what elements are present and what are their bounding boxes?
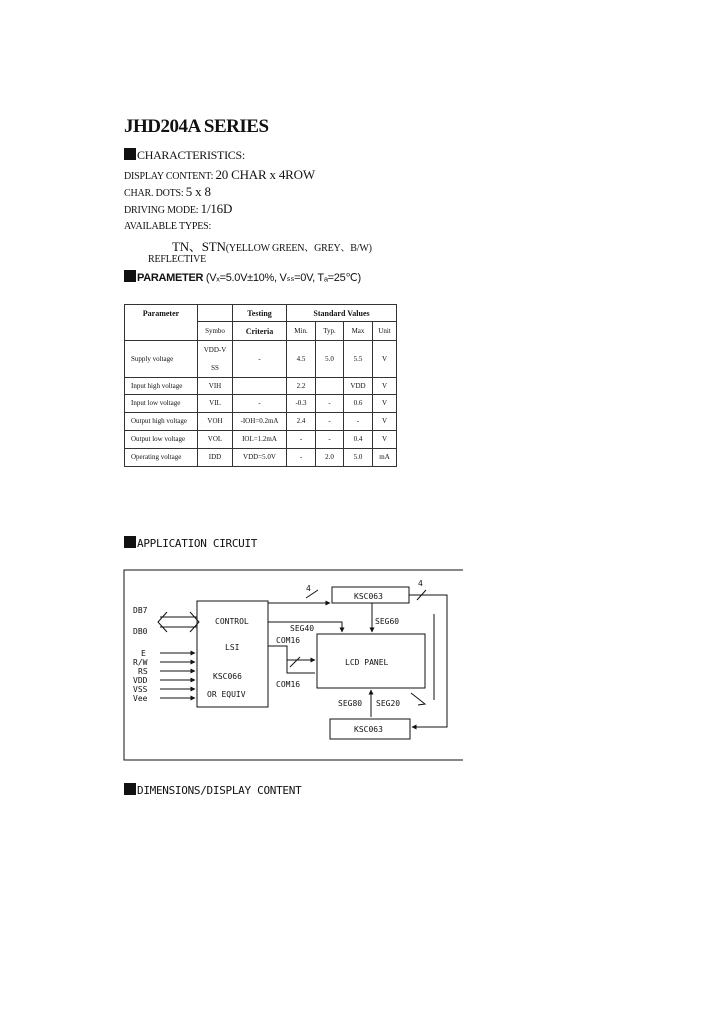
ksc063-top-to-right xyxy=(409,595,447,727)
label-lcd-panel: LCD PANEL xyxy=(345,658,389,667)
row-typ: - xyxy=(316,413,344,431)
row-criteria: - xyxy=(233,395,287,413)
available-types-colors: (YELLOW GREEN、GREY、B/W) xyxy=(225,243,372,254)
diagram-frame xyxy=(124,570,463,760)
label-bus-4b: 4 xyxy=(418,579,423,588)
available-types-label: AVAILABLE TYPES: xyxy=(124,221,212,232)
row-symbol: IDD xyxy=(198,449,233,467)
label-control: CONTROL xyxy=(215,617,249,626)
label-ksc066: KSC066 xyxy=(213,672,242,681)
header-standard-values: Standard Values xyxy=(287,305,397,322)
row-symbol: VOH xyxy=(198,413,233,431)
row-max: 0.6 xyxy=(344,395,373,413)
application-heading-text: APPLICATION CIRCUIT xyxy=(137,537,258,550)
dimensions-heading xyxy=(124,783,301,797)
label-seg60: SEG60 xyxy=(375,617,400,626)
header-criteria: Criteria xyxy=(233,322,287,341)
row-max: 5.5 xyxy=(344,341,373,378)
label-e: E xyxy=(141,649,146,658)
row-symbol: VIL xyxy=(198,395,233,413)
row-symbol-line1: VDD-V xyxy=(203,345,227,354)
label-db0: DB0 xyxy=(133,627,148,636)
com16-slash xyxy=(290,657,300,667)
characteristics-heading-text: CHARACTERISTICS: xyxy=(137,148,245,162)
row-name: Output high voltage xyxy=(125,413,198,431)
display-content-value: 20 CHAR x 4ROW xyxy=(215,167,315,182)
label-or-equiv: OR EQUIV xyxy=(207,690,246,699)
row-criteria: - xyxy=(233,341,287,378)
document-title: JHD204A SERIES xyxy=(124,116,269,137)
dimensions-heading-text: DIMENSIONS/DISPLAY CONTENT xyxy=(137,784,302,797)
header-unit: Unit xyxy=(373,322,397,341)
data-bus-arrow-head xyxy=(190,612,199,632)
row-max: VDD xyxy=(344,378,373,395)
row-name: Input high voltage xyxy=(125,378,198,395)
label-rw: R/W xyxy=(133,658,148,667)
row-name: Operating voltage xyxy=(125,449,198,467)
label-ksc063-bottom: KSC063 xyxy=(354,725,383,734)
row-name: Supply voltage xyxy=(125,341,198,378)
reflective-label: REFLECTIVE xyxy=(148,254,206,265)
label-com16-a: COM16 xyxy=(276,636,301,645)
row-max: 0.4 xyxy=(344,431,373,449)
row-min: 4.5 xyxy=(287,341,316,378)
header-parameter: Parameter xyxy=(125,305,198,341)
row-min: - xyxy=(287,431,316,449)
row-typ: 2.0 xyxy=(316,449,344,467)
seg80-to-bottom xyxy=(411,693,425,705)
data-bus-arrow-left xyxy=(158,612,167,632)
row-criteria: VDD=5.0V xyxy=(233,449,287,467)
label-seg40: SEG40 xyxy=(290,624,315,633)
header-min: Min. xyxy=(287,322,316,341)
parameter-heading-text: PARAMETER xyxy=(137,272,204,284)
label-ksc063-top: KSC063 xyxy=(354,592,383,601)
label-seg20: SEG20 xyxy=(376,699,401,708)
display-content-label: DISPLAY CONTENT: xyxy=(124,171,214,182)
row-typ: - xyxy=(316,431,344,449)
row-typ: 5.0 xyxy=(316,341,344,378)
label-db7: DB7 xyxy=(133,606,148,615)
label-com16-b: COM16 xyxy=(276,680,301,689)
header-typ: Typ. xyxy=(316,322,344,341)
row-max: - xyxy=(344,413,373,431)
row-name: Output low voltage xyxy=(125,431,198,449)
row-min: -0.3 xyxy=(287,395,316,413)
label-bus-4a: 4 xyxy=(306,584,311,593)
label-vee: Vee xyxy=(133,694,148,703)
row-symbol-line2: SS xyxy=(211,363,219,372)
row-min: - xyxy=(287,449,316,467)
row-criteria: IOL=1.2mA xyxy=(233,431,287,449)
row-min: 2.2 xyxy=(287,378,316,395)
driving-mode-label: DRIVING MODE: xyxy=(124,205,199,216)
available-types-main: TN、STN xyxy=(172,239,226,254)
row-unit: V xyxy=(373,395,397,413)
bullet-square-icon xyxy=(124,783,136,795)
row-symbol: VOL xyxy=(198,431,233,449)
char-dots-value: 5 x 8 xyxy=(185,184,211,199)
row-typ: - xyxy=(316,395,344,413)
row-unit: V xyxy=(373,341,397,378)
label-lsi: LSI xyxy=(225,643,240,652)
row-name: Input low voltage xyxy=(125,395,198,413)
row-symbol: VIH xyxy=(198,378,233,395)
row-unit: V xyxy=(373,431,397,449)
header-testing: Testing xyxy=(233,305,287,322)
char-dots-label: CHAR. DOTS: xyxy=(124,188,184,199)
driving-mode-value: 1/16D xyxy=(200,201,233,216)
row-unit: V xyxy=(373,413,397,431)
header-symbol: Symbo xyxy=(198,322,233,341)
header-max: Max xyxy=(344,322,373,341)
parameter-conditions: (Vₓ=5.0V±10%, Vₛₛ=0V, Tₐ=25℃) xyxy=(205,272,361,284)
label-vdd: VDD xyxy=(133,676,148,685)
label-rs: RS xyxy=(138,667,148,676)
row-criteria: -IOH=0.2mA xyxy=(233,413,287,431)
label-seg80: SEG80 xyxy=(338,699,363,708)
row-unit: mA xyxy=(373,449,397,467)
row-min: 2.4 xyxy=(287,413,316,431)
label-vss: VSS xyxy=(133,685,148,694)
row-max: 5.0 xyxy=(344,449,373,467)
row-unit: V xyxy=(373,378,397,395)
